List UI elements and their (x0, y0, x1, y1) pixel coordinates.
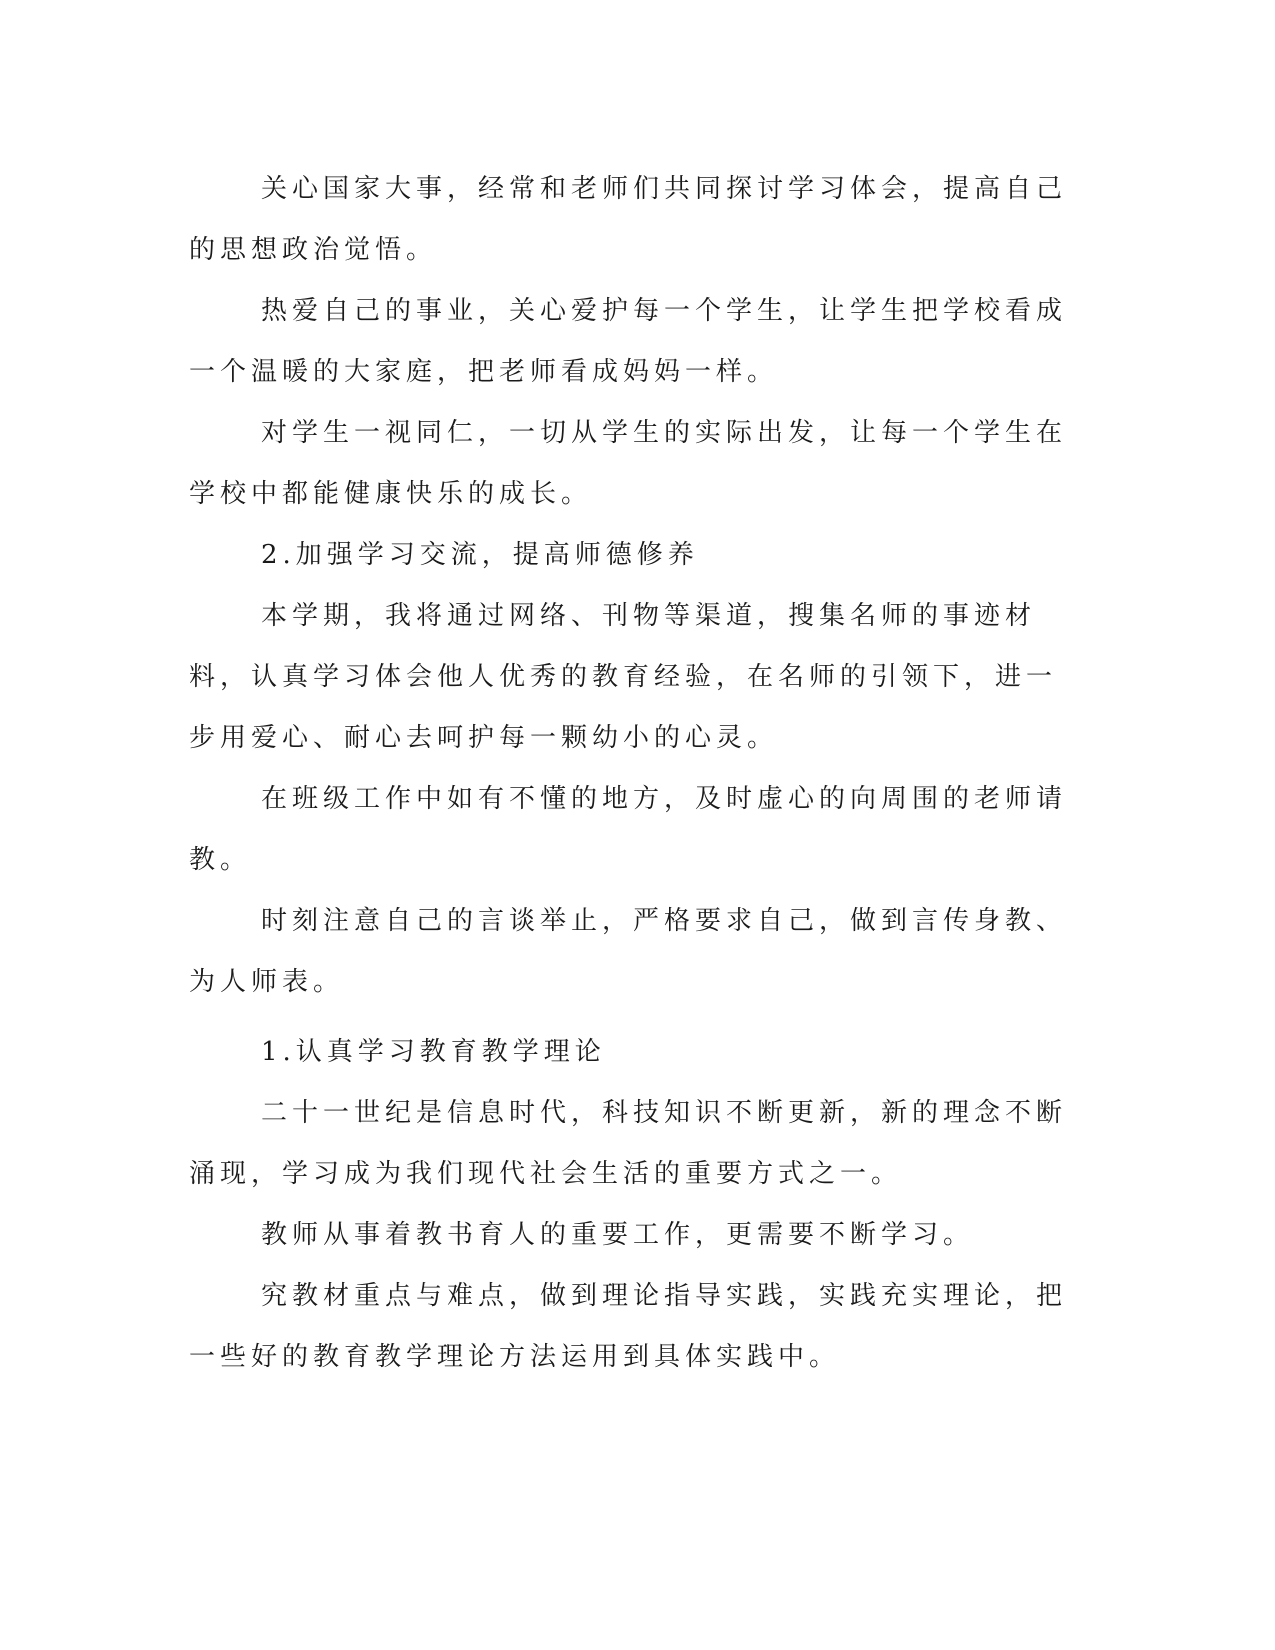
body-text-section-b (189, 1022, 1079, 1388)
paragraph: 关心国家大事，经常和老师们共同探讨学习体会，提高自己的思想政治觉悟。 (189, 174, 1068, 265)
paragraph: 教师从事着教书育人的重要工作，更需要不断学习。 (261, 1220, 975, 1250)
paragraph: 究教材重点与难点，做到理论指导实践，实践充实理论，把一些好的教育教学理论方法运用到具体实践中。 (189, 1281, 1068, 1372)
paragraph: 二十一世纪是信息时代，科技知识不断更新，新的理念不断涌现，学习成为我们现代社会生活的重要方式之一。 (189, 1098, 1068, 1189)
paragraph: 本学期，我将通过网络、刊物等渠道，搜集名师的事迹材料，认真学习体会他人优秀的教育经验，在名师的引领下，进一步用爱心、耐心去呵护每一颗幼小的心灵。 (189, 601, 1058, 753)
body-text-section-a (189, 159, 1079, 1013)
subheading: 2.加强学习交流，提高师德修养 (261, 540, 699, 570)
subheading: 1.认真学习教育教学理论 (261, 1037, 606, 1067)
paragraph: 在班级工作中如有不懂的地方，及时虚心的向周围的老师请教。 (189, 784, 1068, 875)
paragraph: 对学生一视同仁，一切从学生的实际出发，让每一个学生在学校中都能健康快乐的成长。 (189, 418, 1068, 509)
paragraph: 时刻注意自己的言谈举止，严格要求自己，做到言传身教、为人师表。 (189, 906, 1068, 997)
paragraph: 热爱自己的事业，关心爱护每一个学生，让学生把学校看成一个温暖的大家庭，把老师看成妈妈一样。 (189, 296, 1068, 387)
